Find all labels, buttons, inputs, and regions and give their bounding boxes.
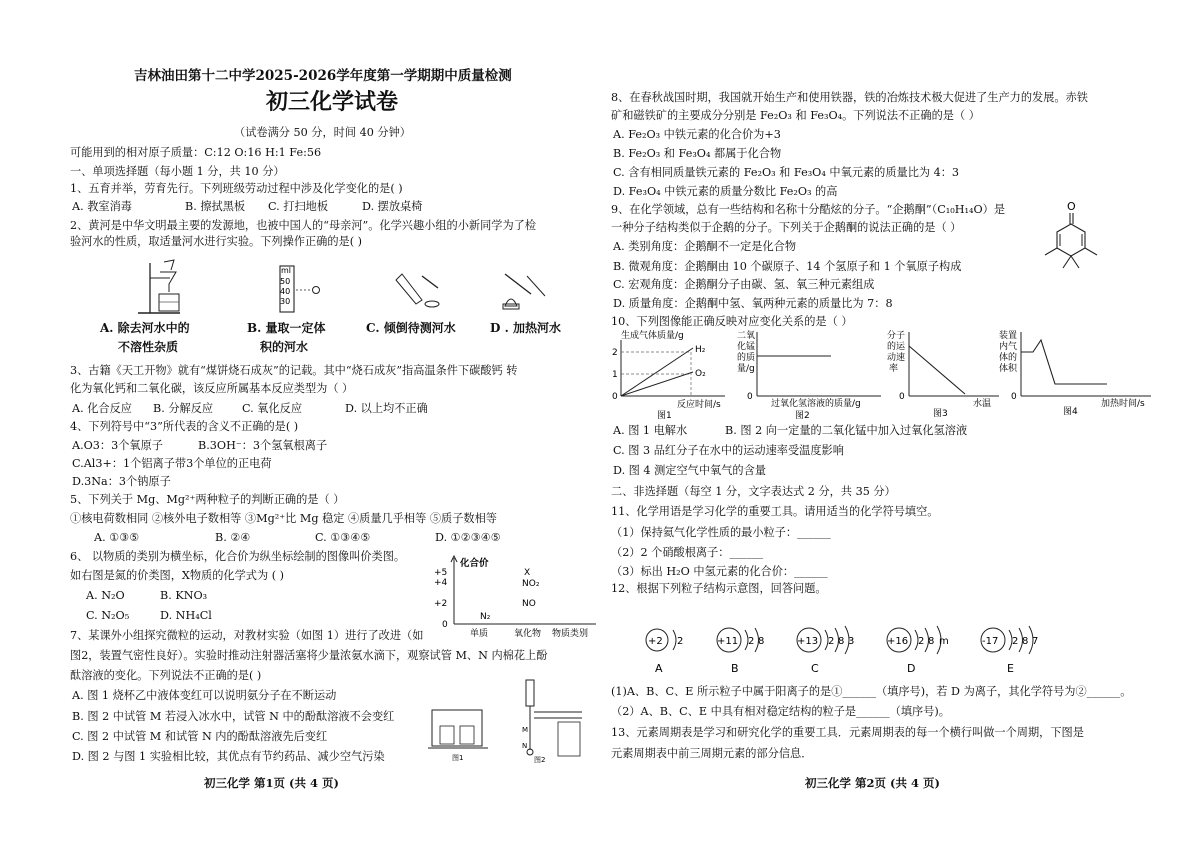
graph-1-line-o2: O₂ [695,369,706,379]
question-8-line-2: 矿和磁铁矿的主要成分分别是 Fe₂O₃ 和 Fe₃O₄。下列说法不正确的是（ ） [611,109,980,122]
atom-b-shell-2: 8 [758,636,765,647]
atom-a-label: A [655,662,663,675]
q3-option-b: B. 分解反应 [153,402,214,415]
q8-option-b: B. Fe₂O₃ 和 Fe₃O₄ 都属于化合物 [613,147,782,160]
valence-axis-x-label: 物质类别 [552,629,589,639]
filtration-apparatus-figure [130,258,190,316]
q8-option-d: D. Fe₃O₄ 中铁元素的质量分数比 Fe₂O₃ 的高 [613,185,838,198]
question-7-line-1: 7、某课外小组探究微粒的运动，对教材实验（如图 1）进行了改进（如 [70,629,424,642]
cylinder-tick-30: 30 [280,297,291,306]
exam-title: 初三化学试卷 [266,90,399,115]
atom-c-label: C [811,662,819,675]
q2-caption-b-line-1: B. 量取一定体 [247,321,326,335]
graph-2-ylabel-3: 的质 [737,353,756,363]
q8-option-a: A. Fe₂O₃ 中铁元素的化合价为+3 [613,128,781,141]
graph-3-origin: 0 [899,392,905,402]
question-6-line-1: 6、 以物质的类别为横坐标，化合价为纵坐标绘制的图像叫价类图。 [70,550,406,563]
graph-4-oxygen-content [997,326,1153,422]
q5-option-a: A. ①③⑤ [94,531,140,544]
q1-option-a: A. 教室消毒 [72,200,132,213]
q1-option-c: C. 打扫地板 [268,200,329,213]
q10-option-c: C. 图 3 品红分子在水中的运动速率受温度影响 [613,444,844,457]
graph-4-origin: 0 [1011,392,1017,402]
question-8-line-1: 8、在春秋战国时期，我国就开始生产和使用铁器，铁的冶炼技术极大促进了生产力的发展。赤铁 [611,91,1088,104]
atom-e-shell-1: 2 [1012,636,1019,647]
q2-caption-d: D . 加热河水 [490,321,561,335]
q4-option-d: D.3Na：3个钠原子 [72,475,171,488]
q5-option-c: C. ①③④⑤ [315,531,371,544]
q10-option-b: B. 图 2 向一定量的二氧化锰中加入过氧化氢溶液 [725,424,968,437]
graph-3-diffusion-rate [883,326,1003,422]
q10-option-a: A. 图 1 电解水 [613,424,688,437]
valence-tick-2: +2 [434,599,448,609]
valence-point-no2: NO₂ [522,579,540,589]
question-13-line-1: 13、元素周期表是学习和研究化学的重要工具．元素周期表的每一个横行叫做一个周期，下图是 [611,726,1084,739]
cylinder-tick-50: 50 [280,277,291,286]
q3-option-d: D. 以上均不正确 [345,402,428,415]
nitrogen-valence-chart [420,554,600,640]
valence-cat-oxide: 氧化物 [514,629,542,639]
cylinder-unit-label: ml [281,266,292,275]
figure-2-label: 图2 [534,756,546,764]
question-12: 12、根据下列粒子结构示意图，回答问题。 [611,582,827,595]
q5-option-d: D. ①②③④⑤ [435,531,501,544]
question-13-line-2: 元素周期表中前三周期元素的部分信息． [611,747,813,760]
q7-option-c: C. 图 2 中试管 M 和试管 N 内的酚酞溶液先后变红 [72,730,328,743]
graph-1-ytick-2: 2 [612,348,618,358]
graph-3-ylabel-2: 的运 [887,342,906,352]
atom-d-nucleus: +16 [887,636,909,647]
exam-header: 吉林油田第十二中学2025-2026学年度第一学期期中质量检测 [134,68,512,84]
q3-option-c: C. 氧化反应 [242,402,303,415]
atom-e-nucleus: -17 [982,636,999,647]
graph-1-xlabel: 反应时间/s [677,400,721,410]
valence-cat-element: 单质 [470,629,489,639]
q6-option-d: D. NH₄Cl [160,609,212,622]
question-7-line-3: 酞溶液的变化。下列说法不正确的是( ) [70,669,262,682]
q2-caption-a-line-2: 不溶性杂质 [118,340,179,354]
test-tube-m-label: M [522,726,529,734]
graph-3-xlabel: 水温 [973,399,992,409]
q7-option-a: A. 图 1 烧杯乙中液体变红可以说明氨分子在不断运动 [72,689,337,702]
q12-part-1: (1)A、B、C、E 所示粒子中属于阳离子的是①______（填序号)，若 D 为离子，其化学符号为②______。 [611,685,1132,698]
q9-option-c: C. 宏观角度：企鹅酮分子由碳、氢、氧三种元素组成 [613,278,875,291]
q12-part-2: （2）A、B、C、E 中具有相对稳定结构的粒子是______（填序号)。 [611,705,950,718]
question-1: 1、五育并举，劳育先行。下列班级劳动过程中涉及化学变化的是( ) [70,182,403,195]
question-2-line-2: 验河水的性质，取适量河水进行实验。下列操作正确的是( ) [70,235,362,248]
graph-4-ylabel-2: 内气 [999,342,1018,352]
q1-option-d: D. 摆放桌椅 [362,200,423,213]
pouring-liquid-figure [392,270,452,312]
q5-statements: ①核电荷数相同 ②核外电子数相等 ③Mg²⁺比 Mg 稳定 ④质量几乎相等 ⑤质子数相等 [70,512,497,525]
q4-option-b: B.3OH⁻：3个氢氧根离子 [198,439,328,452]
graph-4-ylabel-1: 装置 [999,331,1018,341]
valence-tick-0: 0 [442,620,448,630]
oxygen-atom-label: O [1067,200,1076,213]
atom-b-nucleus: +11 [717,636,739,647]
atom-d-label: D [907,662,916,675]
q6-option-c: C. N₂O₅ [86,609,130,622]
graph-2-xlabel: 过氧化氢溶液的质量/g [771,399,861,409]
valence-tick-5: +5 [434,568,448,578]
atom-structure-diagrams [611,620,1151,678]
graph-2-ylabel-2: 化锰 [737,342,756,352]
question-9-line-1: 9、在化学领域，总有一些结构和名称十分酷炫的分子。“企鹅酮”（C₁₀H₁₄O）是 [611,203,1006,216]
graph-1-line-h2: H₂ [695,345,706,355]
atom-e-label: E [1007,662,1014,675]
q3-option-a: A. 化合反应 [72,402,132,415]
atom-c-nucleus: +13 [797,636,819,647]
graph-2-caption: 图2 [795,411,810,421]
graph-3-ylabel-1: 分子 [887,331,906,341]
atom-b-shell-1: 2 [748,636,755,647]
question-9-line-2: 一种分子结构类似于企鹅的分子。下列关于企鹅酮的说法正确的是（ ） [611,221,962,234]
atom-diagram-d [887,626,949,675]
atom-diagram-b [717,628,764,675]
q4-option-a: A.O3：3个氧原子 [72,439,163,452]
atom-c-shell-1: 2 [828,636,835,647]
atom-a-shell-1: 2 [677,636,684,647]
page-2-footer: 初三化学 第2页 (共 4 页) [805,776,940,790]
exam-subtitle: （试卷满分 50 分，时间 40 分钟） [234,126,411,139]
atom-d-shell-3: m [939,636,949,647]
atom-e-shell-2: 8 [1022,636,1029,647]
graph-2-ylabel-1: 二氧 [737,331,756,341]
question-10: 10、下列图像能正确反映对应变化关系的是（ ） [611,315,853,328]
q2-caption-c: C. 倾倒待测河水 [366,321,456,335]
atom-a-nucleus: +2 [648,636,663,647]
q11-part-2: （2）2 个硝酸根离子：______ [611,546,764,559]
atom-c-shell-3: 3 [848,636,855,647]
q7-option-d: D. 图 2 与图 1 实验相比较，其优点有节约药品、减少空气污染 [72,750,385,763]
graph-3-ylabel-4: 率 [889,364,899,374]
valence-point-n2: N₂ [480,612,491,622]
question-3-line-2: 化为氧化钙和二氧化碳，该反应所属基本反应类型为（ ） [70,382,354,395]
q6-option-a: A. N₂O [86,589,125,602]
question-11: 11、化学用语是学习化学的重要工具。请用适当的化学符号填空。 [611,505,939,518]
q9-option-d: D. 质量角度：企鹅酮中氢、氧两种元素的质量比为 7：8 [613,297,893,310]
atom-d-shell-1: 2 [918,636,925,647]
graph-4-ylabel-4: 体积 [999,364,1018,374]
q11-part-1: （1）保持氦气化学性质的最小粒子：______ [611,526,831,539]
atom-d-shell-2: 8 [928,636,935,647]
question-5: 5、下列关于 Mg、Mg²⁺两种粒子的判断正确的是（ ） [70,493,345,506]
valence-point-x: X [524,568,531,578]
atomic-masses: 可能用到的相对原子质量：C:12 O:16 H:1 Fe:56 [70,146,322,159]
question-4: 4、下列符号中“3”所代表的含义不正确的是( ) [70,420,299,433]
graph-1-ytick-1: 1 [612,370,618,380]
q2-caption-a-line-1: A. 除去河水中的 [100,321,190,335]
q9-option-b: B. 微观角度：企鹅酮由 10 个碳原子、14 个氢原子和 1 个氧原子构成 [613,260,962,273]
ammonia-diffusion-figure [422,672,600,764]
valence-point-no: NO [522,599,536,609]
q10-option-d: D. 图 4 测定空气中氧气的含量 [613,464,766,477]
graduated-cylinder-figure [276,264,336,316]
heating-liquid-figure [497,266,557,312]
figure-1-label: 图1 [452,754,464,762]
test-tube-n-label: N [522,742,528,750]
q7-option-b: B. 图 2 中试管 M 若浸入冰水中，试管 N 中的酚酞溶液不会变红 [72,710,395,723]
graph-2-origin: 0 [747,392,753,402]
atom-b-label: B [731,662,739,675]
atom-e-shell-3: 7 [1032,636,1039,647]
question-3-line-1: 3、古籍《天工开物》就有“煤饼烧石成灰”的记载。其中“烧石成灰”指高温条件下碳酸钙 转 [70,364,518,377]
graph-4-ylabel-3: 体的 [999,353,1018,363]
valence-tick-4: +4 [434,578,448,588]
page-2 [611,0,1156,847]
graph-1-caption: 图1 [657,411,672,421]
q5-option-b: B. ②④ [215,531,251,544]
q8-option-c: C. 含有相同质量铁元素的 Fe₂O₃ 和 Fe₃O₄ 中氧元素的质量比为 4：3 [613,166,960,179]
atom-diagram-c [797,626,854,675]
question-6-line-2: 如右图是氮的价类图，X物质的化学式为 ( ) [70,569,284,582]
q9-option-a: A. 类别角度：企鹅酮不一定是化合物 [613,240,797,253]
q1-option-b: B. 擦拭黑板 [185,200,246,213]
q4-option-c: C.Al3+：1个铝离子带3个单位的正电荷 [72,457,272,470]
graph-2-catalyst [735,326,885,422]
question-7-line-2: 图2，装置气密性良好）。实验时推动注射器活塞将少量浓氨水滴下，观察试管 M、N 内棉花上酚 [70,649,548,662]
graph-3-caption: 图3 [933,409,948,419]
section-1-heading: 一、单项选择题（每小题 1 分，共 10 分） [70,165,285,178]
q6-option-b: B. KNO₃ [160,589,208,602]
graph-1-electrolysis [611,328,729,422]
page-1-footer: 初三化学 第1页 (共 4 页) [204,776,339,790]
atom-diagram-e [981,626,1038,675]
cylinder-tick-40: 40 [280,287,291,296]
q11-part-3: （3）标出 H₂O 中氢元素的化合价：______ [611,565,828,578]
graph-4-caption: 图4 [1063,407,1078,417]
q2-caption-b-line-2: 积的河水 [260,340,309,354]
graph-1-origin: 0 [612,392,618,402]
graph-1-ylabel: 生成气体质量/g [621,331,684,341]
valence-axis-label: 化合价 [460,558,489,569]
question-2-line-1: 2、黄河是中华文明最主要的发源地，也被中国人的“母亲河”。化学兴趣小组的小新同学为了检 [70,219,537,232]
page-1 [70,0,600,847]
graph-2-ylabel-4: 量/g [737,364,755,374]
graph-4-xlabel: 加热时间/s [1101,399,1145,409]
atom-diagram-a [646,629,683,675]
section-2-heading: 二、非选择题（每空 1 分，文字表达式 2 分，共 35 分） [611,485,896,498]
atom-c-shell-2: 8 [838,636,845,647]
penguinone-structure [1035,198,1105,274]
graph-3-ylabel-3: 动速 [887,353,906,363]
